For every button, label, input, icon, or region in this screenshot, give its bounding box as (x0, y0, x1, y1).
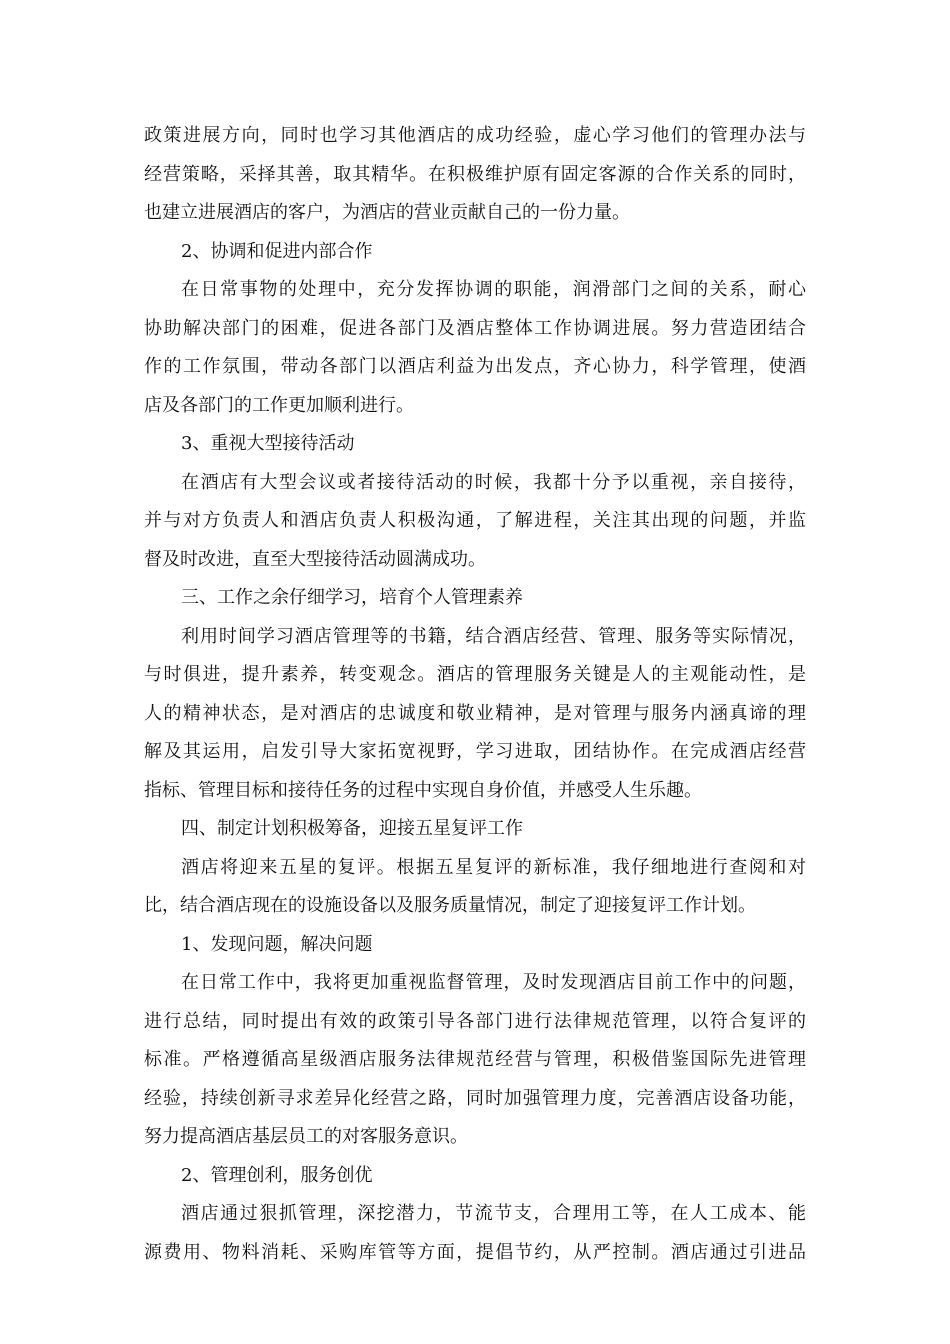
section-heading: 四、制定计划积极筹备，迎接五星复评工作 (181, 818, 523, 839)
paragraph-first-line: 酒店将迎来五星的复评。根据五星复评的新标准，我仔细地进行查阅和对 (181, 856, 806, 878)
body-line: 政策进展方向，同时也学习其他酒店的成功经验，虚心学习他们的管理办法与 (144, 125, 806, 146)
paragraph-first-line: 在日常工作中，我将更加重视监督管理，及时发现酒店目前工作中的问题， (181, 972, 806, 993)
body-line: 店及各部门的工作更加顺利进行。 (144, 394, 414, 416)
document-body (144, 117, 806, 1272)
body-line: 标准。严格遵循高星级酒店服务法律规范经营与管理，积极借鉴国际先进管理 (144, 1049, 806, 1070)
body-line: 也建立进展酒店的客户，为酒店的营业贡献自己的一份力量。 (144, 202, 630, 223)
body-line: 协助解决部门的困难，促进各部门及酒店整体工作协调进展。努力营造团结合 (144, 317, 806, 339)
body-line: 比，结合酒店现在的设施设备以及服务质量情况，制定了迎接复评工作计划。 (144, 895, 756, 916)
body-line: 指标、管理目标和接待任务的过程中实现自身价值，并感受人生乐趣。 (144, 779, 702, 801)
paragraph-first-line: 利用时间学习酒店管理等的书籍，结合酒店经营、管理、服务等实际情况， (181, 625, 806, 647)
body-line: 经验，持续创新寻求差异化经营之路，同时加强管理力度，完善酒店设备功能， (144, 1087, 806, 1109)
section-heading: 2、协调和促进内部合作 (181, 240, 373, 262)
paragraph-first-line: 在日常事物的处理中，充分发挥协调的职能，润滑部门之间的关系，耐心 (181, 279, 806, 300)
body-line: 努力提高酒店基层员工的对客服务意识。 (144, 1126, 468, 1147)
body-line: 进行总结，同时提出有效的政策引导各部门进行法律规范管理，以符合复评的 (144, 1010, 806, 1032)
section-heading: 3、重视大型接待活动 (181, 433, 355, 454)
body-line: 解及其运用，启发引导大家拓宽视野，学习进取，团结协作。在完成酒店经营 (144, 741, 806, 762)
paragraph-first-line: 酒店通过狠抓管理，深挖潜力，节流节支，合理用工等，在人工成本、能 (181, 1203, 806, 1224)
body-line: 作的工作氛围，带动各部门以酒店利益为出发点，齐心协力，科学管理，使酒 (144, 356, 806, 377)
section-heading: 1、发现问题，解决问题 (181, 933, 373, 955)
body-line: 人的精神状态，是对酒店的忠诚度和敬业精神，是对管理与服务内涵真谛的理 (144, 702, 806, 724)
body-line: 并与对方负责人和酒店负责人积极沟通，了解进程，关注其出现的问题，并监 (144, 510, 806, 531)
body-line: 经营策略，采择其善，取其精华。在积极维护原有固定客源的合作关系的同时， (144, 163, 806, 185)
body-line: 督及时改进，直至大型接待活动圆满成功。 (144, 548, 486, 570)
section-heading: 三、工作之余仔细学习，培育个人管理素养 (181, 587, 523, 608)
paragraph-first-line: 在酒店有大型会议或者接待活动的时候，我都十分予以重视，亲自接待， (181, 471, 806, 493)
section-heading: 2、管理创利，服务创优 (181, 1164, 373, 1186)
body-line: 源费用、物料消耗、采购库管等方面，提倡节约，从严控制。酒店通过引进品 (144, 1241, 806, 1263)
body-line: 与时俱进，提升素养，转变观念。酒店的管理服务关键是人的主观能动性，是 (144, 664, 806, 685)
